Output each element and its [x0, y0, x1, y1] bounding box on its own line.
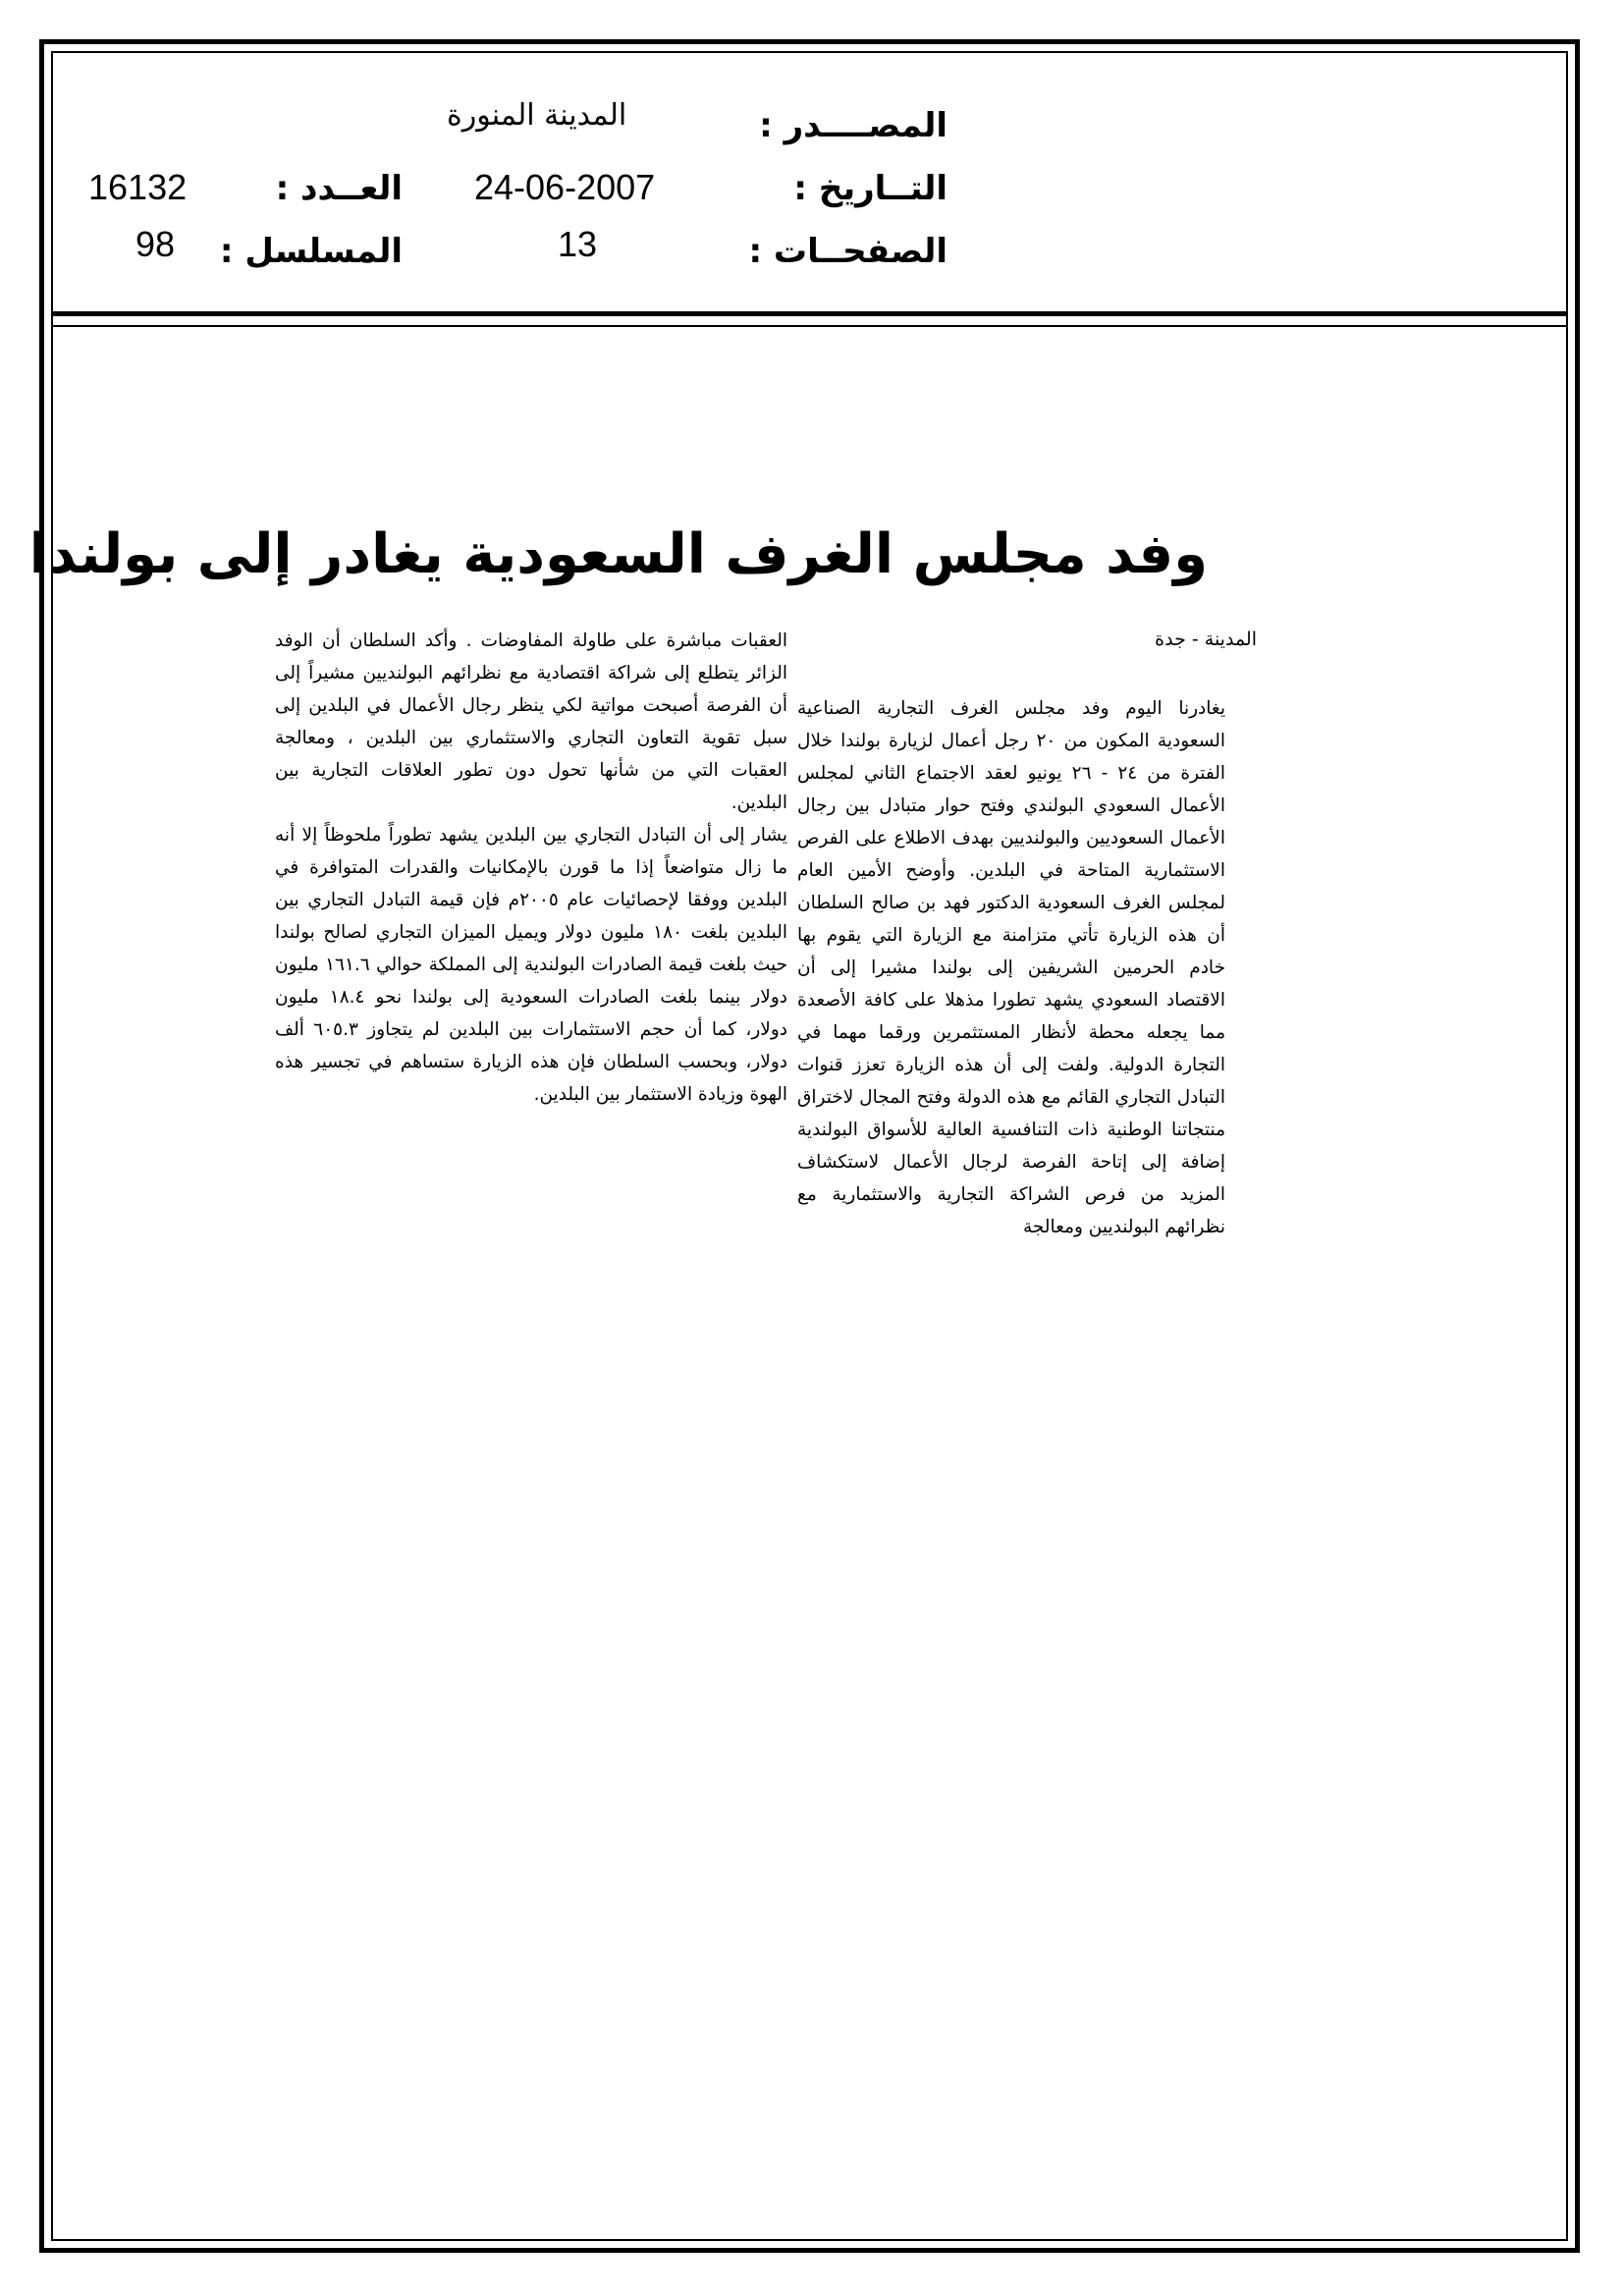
issue-value: 16132 [88, 167, 188, 207]
header-divider-thick [51, 311, 1568, 316]
serial-value: 98 [135, 224, 176, 264]
pages-value: 13 [558, 224, 598, 264]
article-paragraph: يغادرنا اليوم وفد مجلس الغرف التجارية الصناعية السعودية المكون من ٢٠ رجل أعمال لزيارة بولندا خلال الفترة من ٢٤ - ٢٦ يونيو لعقد الاجتماع الثاني لمجلس الأعمال السعودي البولندي وفتح حوار متبادل بين رجال الأعمال السعوديين والبولنديين بهدف الاطلاع على الفرص الاستثمارية المتاحة في البلدين. وأوضح الأمين العام لمجلس الغرف السعودية الدكتور فهد بن صالح السلطان أن هذه الزيارة تأتي متزامنة مع الزيارة التي يقوم بها خادم الحرمين الشريفين إلى بولندا مشيرا إلى أن الاقتصاد السعودي يشهد تطورا مذهلا على كافة الأصعدة مما يجعله محطة لأنظار المستثمرين ورقما مهما في التجارة الدولية. ولفت إلى أن هذه الزيارة تعزز قنوات التبادل التجاري القائم مع هذه الدولة وفتح المجال لاختراق منتجاتنا الوطنية ذات التنافسية العالية للأسواق البولندية إضافة إلى إتاحة الفرصة لرجال الأعمال لاستكشاف المزيد من فرص الشراكة التجارية والاستثمارية مع نظرائهم البولنديين ومعالجة [797, 698, 1225, 1237]
article-column-left [275, 625, 787, 1111]
header-divider-thin [51, 325, 1568, 327]
article-byline: المدينة - جدة [1155, 629, 1257, 650]
source-value: المدينة المنورة [447, 98, 627, 133]
date-value: 24-06-2007 [474, 167, 656, 207]
source-label: المصــــدر : [759, 106, 947, 145]
date-label: التــاريخ : [793, 169, 947, 208]
article-headline: وفد مجلس الغرف السعودية يغادر إلى بولندا [28, 522, 1208, 586]
article-column-right [797, 692, 1225, 1243]
serial-label: المسلسل : [219, 232, 403, 271]
article-paragraph: العقبات مباشرة على طاولة المفاوضات . وأكد السلطان أن الوفد الزائر يتطلع إلى شراكة اقتصادية مع نظرائهم البولنديين مشيراً إلى أن الفرصة أصبحت مواتية لكي ينظر رجال الأعمال في البلدين إلى سبل تقوية التعاون التجاري والاستثماري بين البلدين ، ومعالجة العقبات التي من شأنها تحول دون تطور العلاقات التجارية بين البلدين. [275, 630, 787, 813]
article-paragraph: يشار إلى أن التبادل التجاري بين البلدين يشهد تطوراً ملحوظاً إلا أنه ما زال متواضعاً إذا ما قورن بالإمكانيات والقدرات المتوافرة في البلدين ووفقا لإحصائيات عام ٢٠٠٥م فإن قيمة التبادل التجاري بين البلدين بلغت ١٨٠ مليون دولار ويميل الميزان التجاري لصالح بولندا حيث بلغت قيمة الصادرات البولندية إلى المملكة حوالي ١٦١.٦ مليون دولار بينما بلغت الصادرات السعودية إلى بولندا نحو ١٨.٤ مليون دولار، كما أن حجم الاستثمارات بين البلدين لم يتجاوز ٦٠٥.٣ ألف دولار، وبحسب السلطان فإن هذه الزيارة ستساهم في تجسير هذه الهوة وزيادة الاستثمار بين البلدين. [275, 825, 788, 1105]
pages-label: الصفحــات : [748, 232, 947, 271]
issue-label: العــدد : [275, 169, 403, 208]
